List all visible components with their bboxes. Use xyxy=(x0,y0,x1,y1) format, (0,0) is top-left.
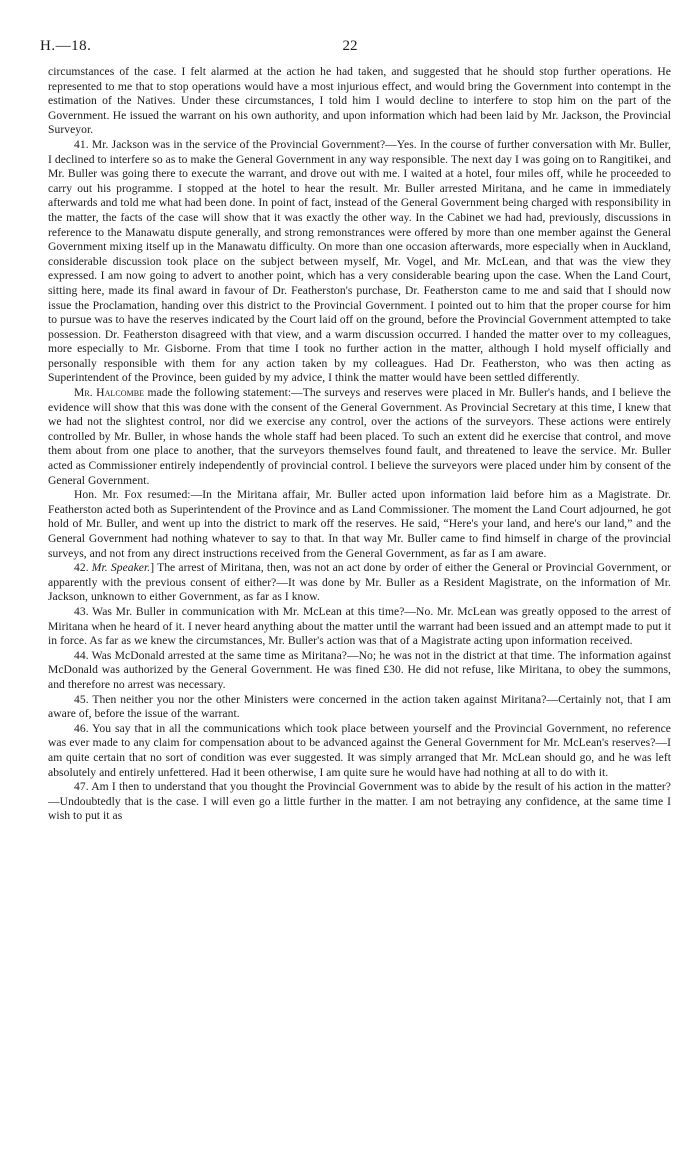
paragraph-42 xyxy=(48,561,671,605)
body-text xyxy=(48,65,671,824)
question-number: 42. xyxy=(74,561,92,575)
speaker-name: Mr. Speaker. xyxy=(91,561,151,575)
statement-text: made the following statement:—The surveys and reserves were placed in Mr. Buller's hands, and I believe the evidence will show that this was done with the consent of the General Government. As Provincial Secretary at this time, I knew that we had not the slightest control, nor did we exercise any control, over the actions of the surveyors. These actions were entirely controlled by Mr. Buller, in whose hands the whole staff had been placed. To such an extent did he exercise that control, and move them about from one place to another, that the surveyors themselves found fault, and threatened to leave the service. Mr. Buller acted as Commissioner entirely independently of provincial control. I believe the surveyors were placed under him by consent of the General Government. xyxy=(48,386,671,487)
paragraph-46: 46. You say that in all the communications which took place between yourself and the Provincial Government, no reference was ever made to any claim for compensation about to be advanced against the General Government for Mr. McLean's reserves?—I am quite certain that no sort of condition was ever suggested. It was simply arranged that Mr. McLean should go, and he was left absolutely and entirely unfettered. Had it been otherwise, I am quite sure he would have had nothing at all to do with it. xyxy=(48,721,671,779)
document-reference: H.—18. xyxy=(40,38,92,54)
paragraph-43: 43. Was Mr. Buller in communication with Mr. McLean at this time?—No. Mr. McLean was greatly opposed to the arrest of Miritana when he heard of it. I never heard anything about the matter until the warrant had been issued and an attempt made to put it in force. As far as we knew the circumstances, Mr. Buller's action was that of a Magistrate acting upon information received. xyxy=(48,604,671,648)
speaker-name: Mr. Halcombe xyxy=(74,386,145,400)
question-text: ] The arrest of Miritana, then, was not an act done by order of either the General or Provincial Government, or apparently with the previous consent of either?—It was done by Mr. Buller as a Resident Magistrate, on the information of Mr. Jackson, unknown to either Government, as far as I know. xyxy=(48,561,672,604)
paragraph-continuation: circumstances of the case. I felt alarmed at the action he had taken, and suggested that he should stop further operations. He represented to me that to stop operations would have a most injurious effect, and would bring the Government into contempt in the estimation of the Natives. Under these circumstances, I told him I would decline to interfere to stop him on the part of the Government. He issued the warrant on his own authority, and upon information which had been laid by Mr. Jackson, the Provincial Surveyor. xyxy=(48,65,671,137)
paragraph-44: 44. Was McDonald arrested at the same time as Miritana?—No; he was not in the district at that time. The information against McDonald was authorized by the General Government. He was fined £30. He did not refuse, like Miritana, to obey the summons, and therefore no arrest was necessary. xyxy=(48,648,671,691)
paragraph-41: 41. Mr. Jackson was in the service of the Provincial Government?—Yes. In the course of further conversation with Mr. Buller, I declined to interfere so as to make the General Government in any way responsible. The next day I was going on to Rangitikei, and Mr. Buller was going there to execute the warrant, and drove out with me. I waited at a hotel, four miles off, while he proceeded to carry out his programme. I stopped at the hotel to hear the result. Mr. Buller arrested Miritana, and he came in immediately afterwards and told me what had been done. In point of fact, instead of the General Government being charged with responsibility in the matter, the facts of the case will show that it was exactly the other way. In the Cabinet we had had, previously, discussions in reference to the Manawatu dispute generally, and strong remonstrances were offered by more than one member against the General Government mixing itself up in the Manawatu difficulty. On more than one occasion afterwards, more especially when in Auckland, considerable discussion took place on the subject between myself, Mr. Vogel, and Mr. McLean, and that was the view they expressed. I am now going to advert to another point, which has a very considerable bearing upon the case. When the Land Court, sitting here, made its final award in favour of Dr. Featherston's purchase, Dr. Featherston came to me and said that I should now issue the Proclamation, handing over this district to the Provincial Government. I pointed out to him that the proper course for him to pursue was to have the reserves indicated by the Court laid off on the ground, before the Provincial Government attempted to take possession. Dr. Featherston disagreed with that view, and a warm discussion occurred. I handed the matter over to my colleagues, more especially to Mr. Gisborne. From that time I took no further action in the matter, although I hold myself officially and personally responsible with them for any action taken by my colleagues. Had Dr. Featherston, who was then acting as Superintendent of the Province, been guided by my advice, I think the matter would have been settled differently. xyxy=(48,137,671,385)
paragraph-47: 47. Am I then to understand that you thought the Provincial Government was to abide by the result of his action in the matter?—Undoubtedly that is the case. I will even go a little further in the matter. I am not betraying any confidence, at the same time I wish to put it as xyxy=(48,780,671,823)
paragraph-45: 45. Then neither you nor the other Ministers were concerned in the action taken against Miritana?—Certainly not, that I am aware of, before the issue of the warrant. xyxy=(48,692,671,721)
paragraph-fox-resumed: Hon. Mr. Fox resumed:—In the Miritana affair, Mr. Buller acted upon information laid before him as a Magistrate. Dr. Featherston acted both as Superintendent of the Province and as Land Commissioner. The moment the Land Court adjourned, he got hold of Mr. Buller, and went up into the district to mark off the reserves. He said, “Here's your land, and here's our land,” and the General Government had nothing whatever to say to that. In that way Mr. Buller came to find himself in charge of the provincial surveys, and not from any direct instructions received from the General Government, as far as I am aware. xyxy=(48,488,671,560)
paragraph-halcombe-statement xyxy=(48,386,671,488)
page-number: 22 xyxy=(342,38,358,54)
page-header xyxy=(40,38,660,58)
